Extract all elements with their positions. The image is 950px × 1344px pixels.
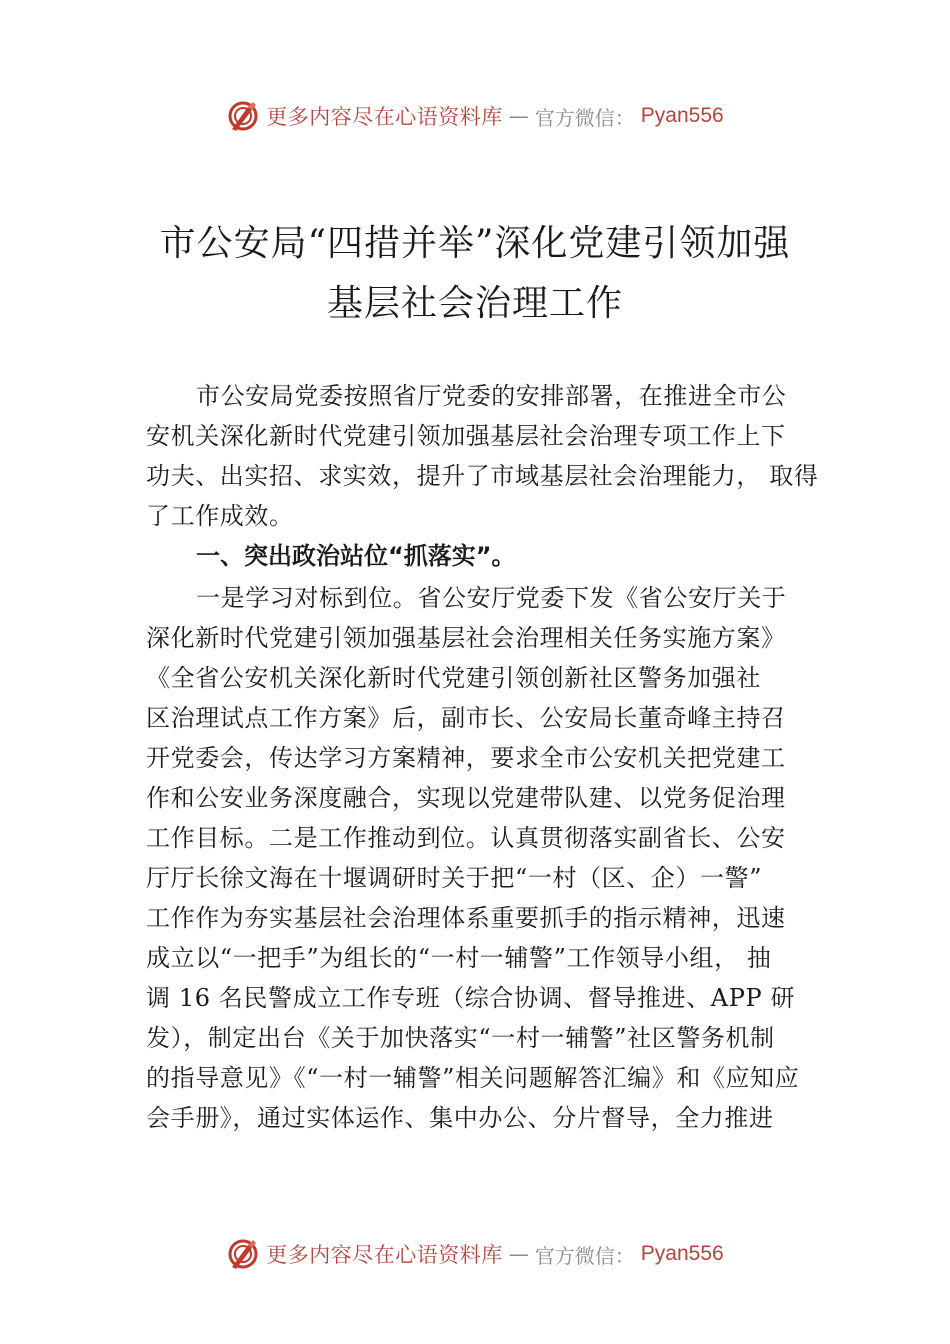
body-line: 工作作为夯实基层社会治理体系重要抓手的指示精神，迅速 [146, 904, 786, 932]
body-line: 区治理试点工作方案》后，副市长、公安局长董奇峰主持召 [146, 704, 786, 732]
section-heading: 一、突出政治站位“抓落实”。 [196, 542, 516, 570]
body-line: 了工作成效。 [146, 502, 294, 530]
banner-wechat-id: Pyan556 [640, 1242, 724, 1265]
body-line: 厅厅长徐文海在十堰调研时关于把“一村（区、企）一警” [146, 864, 763, 892]
banner-wechat-label: 官方微信： [534, 1243, 635, 1268]
banner-text: 更多内容尽在心语资料库 [266, 1243, 503, 1267]
banner-text: 更多内容尽在心语资料库 [266, 105, 503, 129]
body-line: 功夫、出实招、求实效，提升了市域基层社会治理能力， 取得 [146, 462, 819, 490]
body-line: 一是学习对标到位。省公安厅党委下发《省公安厅关于 [196, 584, 787, 612]
body-line: 作和公安业务深度融合，实现以党建带队建、以党务促治理 [146, 784, 786, 812]
body-line: 市公安局党委按照省厅党委的安排部署，在推进全市公 [196, 382, 787, 410]
body-line: 《全省公安机关深化新时代党建引领创新社区警务加强社 [146, 664, 761, 692]
header-banner [0, 96, 950, 136]
body-line: 成立以“一把手”为组长的“一村一辅警”工作领导小组， 抽 [146, 944, 772, 972]
body-line: 调 16 名民警成立工作专班（综合协调、督导推进、APP 研 [146, 984, 796, 1012]
banner-wechat-id: Pyan556 [640, 104, 724, 127]
body-line: 的指导意见》《“一村一辅警”相关问题解答汇编》和《应知应 [146, 1064, 800, 1092]
body-line: 发），制定出台《关于加快落实“一村一辅警”社区警务机制 [146, 1024, 775, 1052]
body-line: 安机关深化新时代党建引领加强基层社会治理专项工作上下 [146, 422, 786, 450]
quill-pen-logo-icon [226, 99, 260, 133]
body-line: 开党委会，传达学习方案精神，要求全市公安机关把党建工 [146, 744, 786, 772]
quill-pen-logo-icon [226, 1237, 260, 1271]
document-title-line-2: 基层社会治理工作 [326, 283, 623, 324]
banner-wechat-label: 官方微信： [534, 105, 635, 130]
banner-dash: — [508, 1242, 529, 1266]
body-line: 深化新时代党建引领加强基层社会治理相关任务实施方案》 [146, 624, 786, 652]
footer-banner [0, 1234, 950, 1274]
banner-dash: — [508, 104, 529, 128]
document-title-line-1: 市公安局“四措并举”深化党建引领加强 [159, 223, 791, 264]
body-line: 工作目标。二是工作推动到位。认真贯彻落实副省长、公安 [146, 824, 786, 852]
body-line: 会手册》，通过实体运作、集中办公、分片督导，全力推进 [146, 1104, 774, 1132]
